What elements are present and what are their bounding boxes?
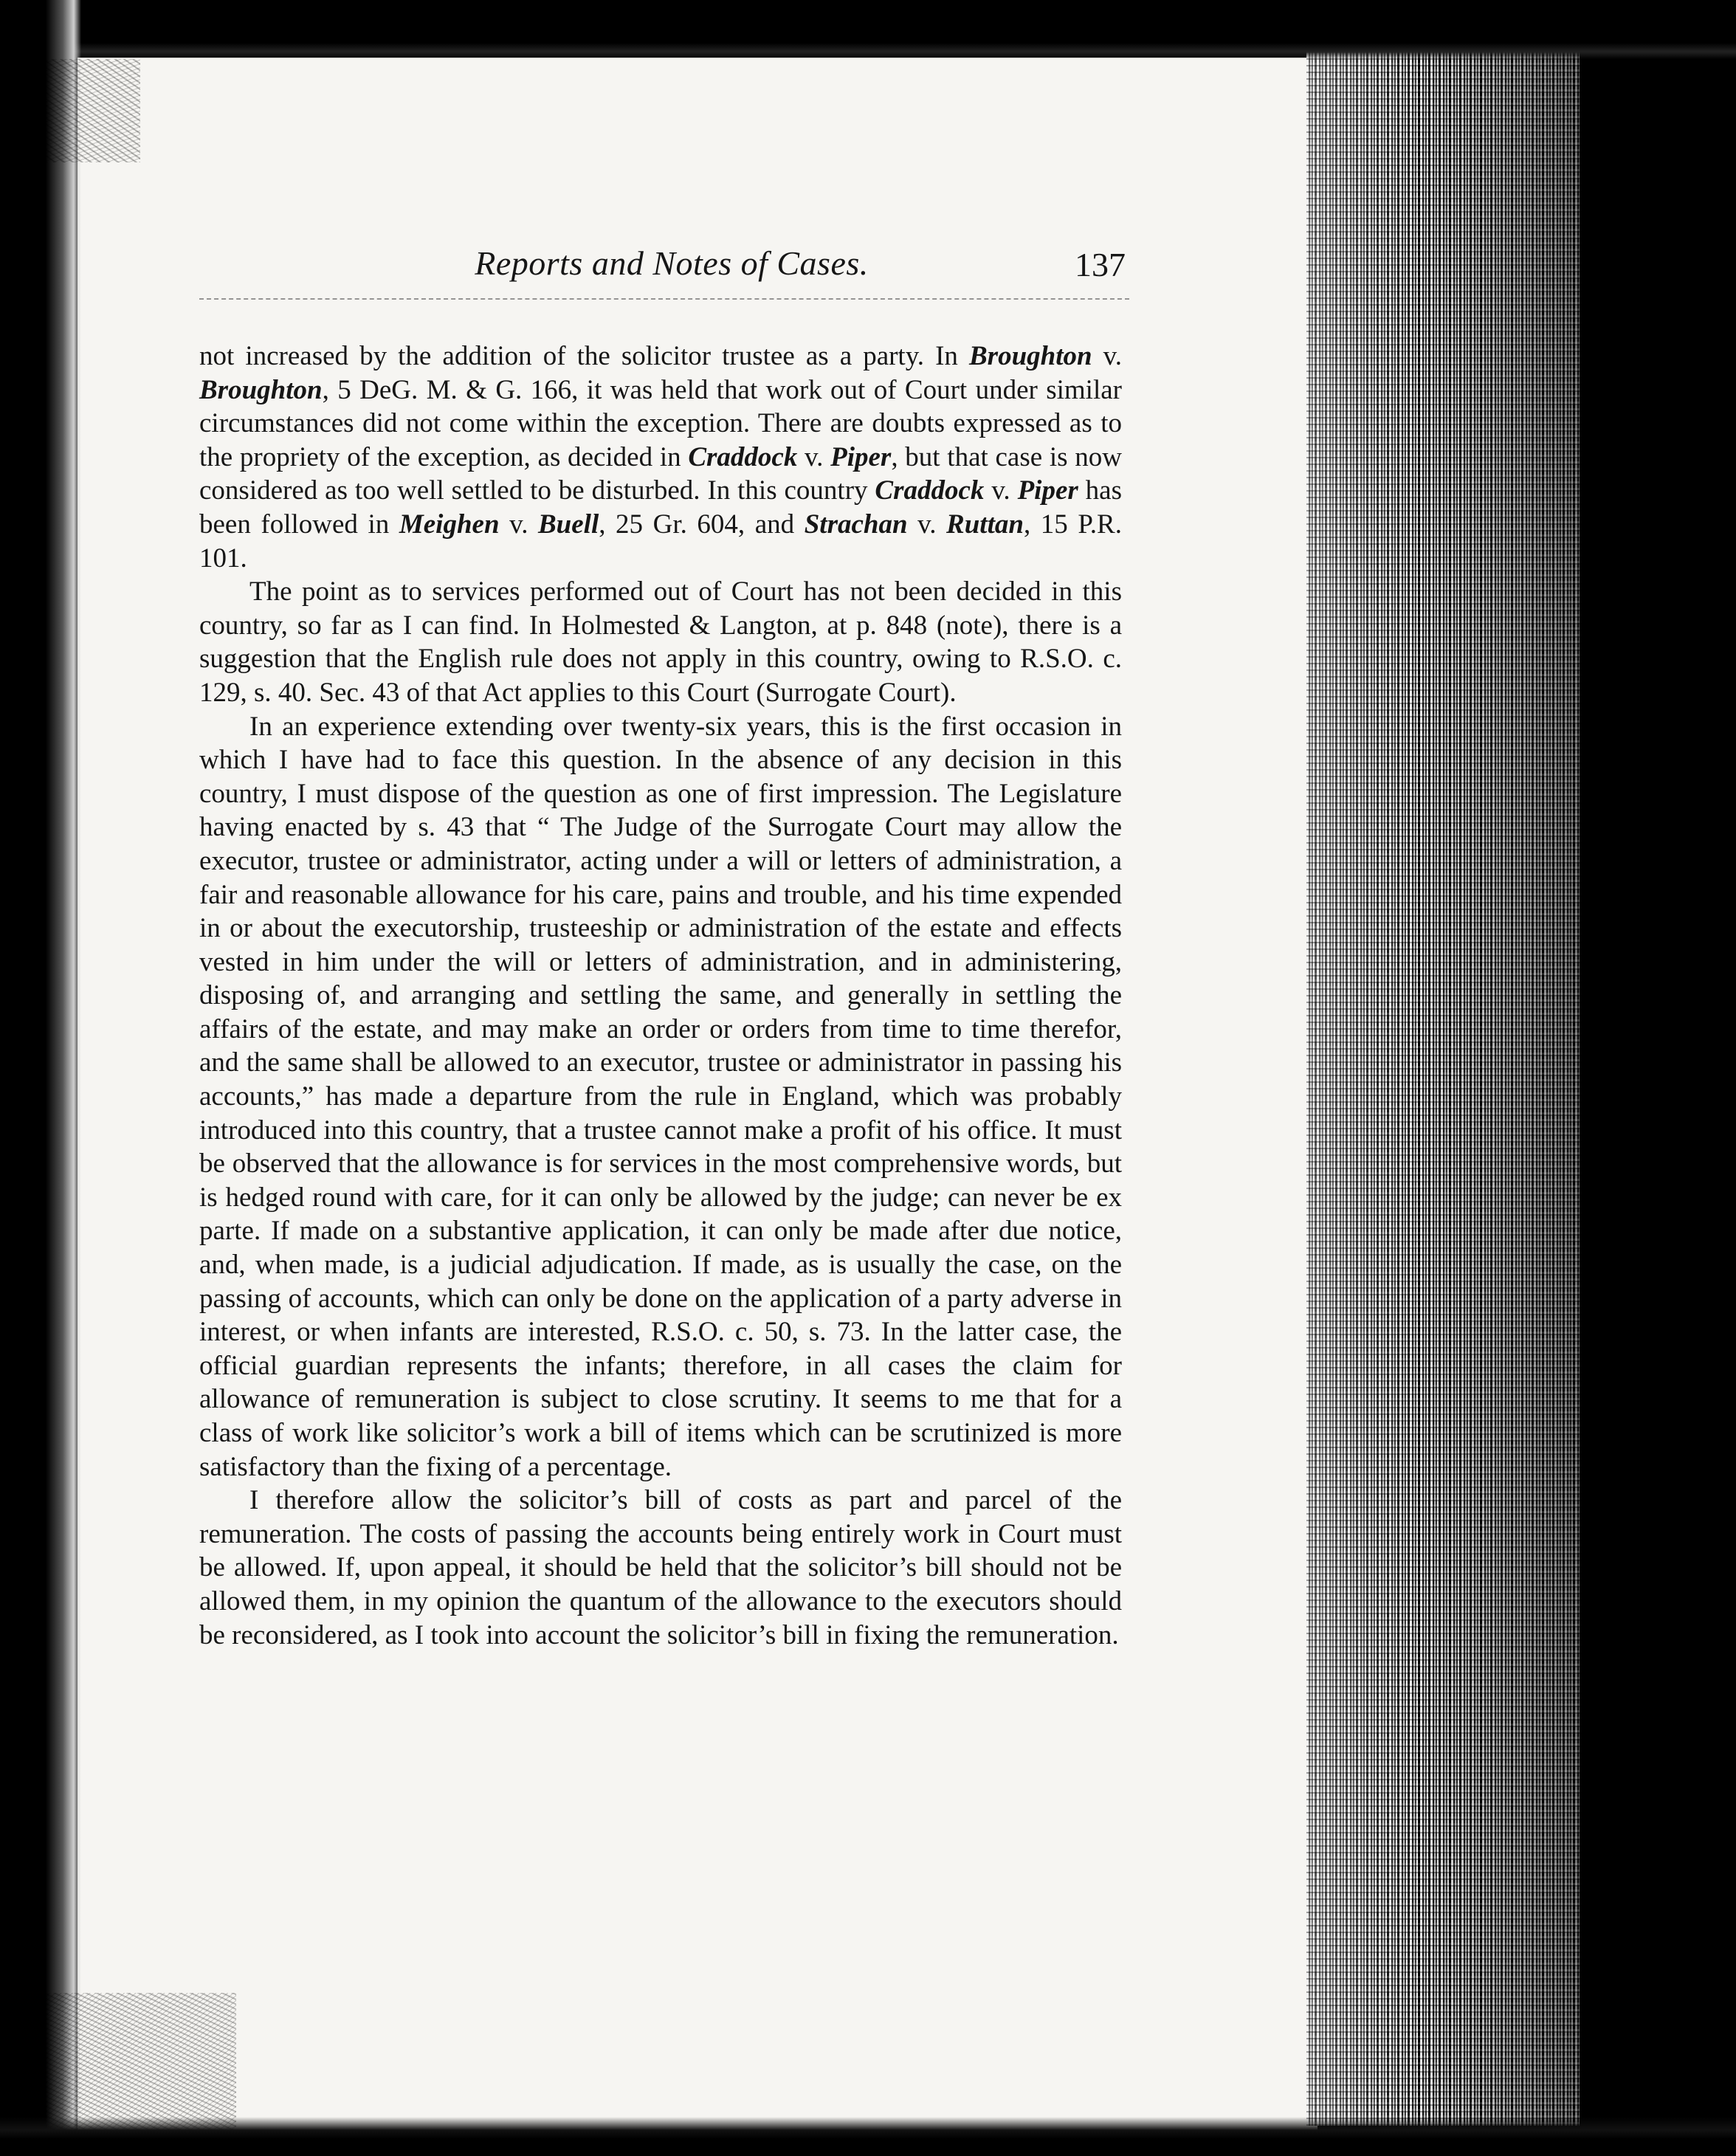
paragraph xyxy=(199,1484,1122,1652)
text-run: has been followed in xyxy=(199,475,1122,540)
text-run: v. xyxy=(907,509,947,540)
text-run: v. xyxy=(499,509,538,540)
page-stack-edge xyxy=(1306,44,1587,2126)
text-run: , 25 Gr. 604, and xyxy=(599,509,805,540)
case-name: Broughton xyxy=(199,374,323,405)
text-run: , but that case is now considered as too well settled to be disturbed. In this country xyxy=(199,441,1122,506)
case-name: Buell xyxy=(538,509,599,540)
case-name: Meighen xyxy=(399,509,500,540)
paragraph xyxy=(199,710,1122,1484)
text-run: The point as to services performed out of Court has not been decided in this country, so far as I can find. In Holmested & Langton, at p. 848 (note), there is a suggestion that the English rule does not apply in this country, owing to R.S.O. c. 129, s. 40. Sec. 43 of that Act applies to this Court (Surrogate Court). xyxy=(199,576,1122,708)
case-name: Strachan xyxy=(804,509,908,540)
paragraph xyxy=(199,575,1122,709)
text-run: , 15 P.R. 101. xyxy=(199,509,1122,574)
case-name: Piper xyxy=(1017,475,1078,506)
scan-noise-top-left xyxy=(0,59,140,162)
text-run: , 5 DeG. M. & G. 166, it was held that work out of Court under similar circumstances did not come within the exception. There are doubts expressed as to the propriety of the exception, as decided in xyxy=(199,374,1122,472)
paragraph xyxy=(199,340,1122,575)
text-run: In an experience extending over twenty-six years, this is the first occasion in which I have had to face this question. In the absence of any decision in this country, I must dispose of the question as one of first impression. The Legislature having enacted by s. 43 that “ The Judge of the Surrogate Court may allow the executor, trustee or administrator, acting under a will or letters of administration, a fair and reasonable allowance for his care, pains and trouble, and his time expended in or about the executorship, trusteeship or administration of the estate and effects vested in him under the will or letters of administration, and in administering, disposing of, and arranging and settling the same, and generally in settling the affairs of the estate, and may make an order or orders from time to time therefor, and the same shall be allowed to an executor, trustee or administrator in passing his accounts,” has made a departure from the rule in England, which was probably introduced into this country, that a trustee cannot make a profit of his office. It must be observed that the allowance is for services in the most comprehensive words, but is hedged round with care, for it can only be allowed by the judge; can never be ex parte. If made on a substantive application, it can only be made after due notice, and, when made, is a judicial adjudication. If made, as is usually the case, on the passing of accounts, which can only be done on the application of a party adverse in interest, or when infants are interested, R.S.O. c. 50, s. 73. In the latter case, the official guardian represents the infants; therefore, in all cases the claim for allowance of remuneration is subject to close scrutiny. It seems to me that for a class of work like solicitor’s work a bill of items which can be scrutinized is more satisfactory than the fixing of a percentage. xyxy=(199,711,1122,1482)
text-run: v. xyxy=(797,441,831,472)
case-name: Broughton xyxy=(969,341,1092,371)
case-name: Piper xyxy=(830,441,892,472)
header-rule xyxy=(199,298,1129,300)
running-title: Reports and Notes of Cases. xyxy=(475,244,869,282)
text-run: I therefore allow the solicitor’s bill of costs as part and parcel of the remuneration. The costs of passing the accounts being entirely work in Court must be allowed. If, upon appeal, it should be held that the solicitor’s bill should not be allowed them, in my opinion the quantum of the allowance to the executors should be reconsidered, as I took into account the solicitor’s bill in fixing the remuneration. xyxy=(199,1485,1122,1650)
case-name: Craddock xyxy=(688,441,798,472)
body-text xyxy=(199,340,1122,1652)
running-header xyxy=(199,244,1126,303)
top-scan-shadow xyxy=(0,0,1736,59)
bottom-scan-shadow xyxy=(0,2117,1736,2156)
page-number: 137 xyxy=(1075,246,1126,283)
binding-shadow xyxy=(0,0,81,2156)
text-run: not increased by the addition of the solicitor trustee as a party. In xyxy=(199,341,969,371)
case-name: Craddock xyxy=(875,475,985,506)
text-run: v. xyxy=(984,475,1018,506)
right-scan-border xyxy=(1580,0,1736,2156)
page-content xyxy=(199,244,1126,1652)
case-name: Ruttan xyxy=(946,509,1024,540)
text-run: v. xyxy=(1092,341,1122,371)
